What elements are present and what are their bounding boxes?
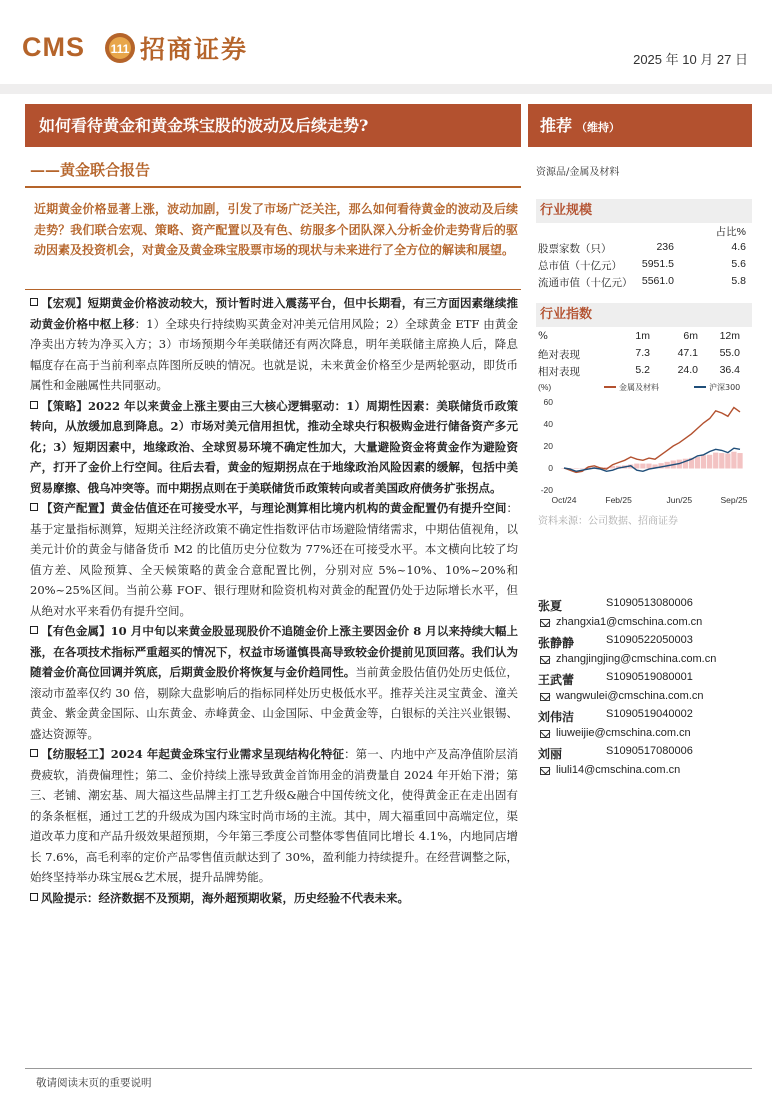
company-logo	[22, 28, 267, 68]
row-share: 5.6	[731, 258, 746, 270]
x-tick-label: Jun/25	[666, 495, 693, 505]
analyst-email-row	[538, 653, 752, 672]
logo-cms-text: CMS	[22, 32, 85, 62]
analyst-email-row	[538, 616, 752, 635]
bullet-bold: 风险提示：经济数据不及预期，海外超预期收紧，历史经验不代表未来。	[41, 890, 409, 905]
y-axis-label: (%)	[538, 382, 552, 392]
index-header: %	[538, 330, 548, 342]
report-date: 2025 年 10 月 27 日	[633, 52, 748, 67]
bullet-strategy	[30, 396, 518, 499]
analyst-name: 张夏	[538, 599, 563, 613]
analyst-name: 刘丽	[538, 747, 563, 761]
relative-bar	[646, 464, 651, 469]
mail-icon	[540, 730, 550, 738]
row-value: 7.3	[635, 347, 650, 359]
y-tick-label: 60	[543, 397, 553, 407]
share-header: 占比%	[715, 226, 746, 238]
row-value: 5.2	[635, 364, 650, 376]
relative-bar	[707, 455, 712, 469]
logo-cn-text: 招商证券	[140, 35, 249, 64]
analyst-row	[538, 708, 752, 727]
mail-icon	[540, 656, 550, 664]
relative-bar	[719, 453, 724, 468]
row-label: 股票家数（只）	[538, 243, 612, 255]
mail-icon	[540, 619, 550, 627]
relative-bar	[701, 455, 706, 468]
industry-index-chart	[536, 380, 752, 508]
rating-label: 推荐	[540, 116, 573, 135]
bullet-text: ：1）全球央行持续购买黄金对冲美元信用风险；2）全球黄金 ETF 由黄金净卖出方转为净买入方；3）市场预期今年美联储还有两次降息，明年美联储主席换人后，降息幅度存在高于当前利率点阵图所反映的情况。也就是说，未来黄金价格至少是两轮驱动，即货币属性和金融属性共同驱动。	[30, 316, 518, 392]
y-tick-label: -20	[540, 485, 553, 495]
index-header: 1m	[635, 330, 650, 342]
checkbox-square-icon	[30, 749, 38, 757]
industry-scale-heading: 行业规模	[536, 199, 752, 223]
analyst-cert: S1090517080006	[606, 745, 693, 757]
scale-header-row	[538, 224, 752, 241]
analyst-email[interactable]: liuweijie@cmschina.com.cn	[556, 726, 691, 739]
y-tick-label: 0	[548, 463, 553, 473]
relative-bar	[634, 464, 639, 469]
analyst-email-row	[538, 727, 752, 746]
analyst-cert: S1090519040002	[606, 708, 693, 720]
report-title: 如何看待黄金和黄金珠宝股的波动及后续走势?	[25, 104, 521, 147]
row-value: 24.0	[677, 364, 698, 376]
industry-index-heading: 行业指数	[536, 303, 752, 327]
analyst-list	[538, 597, 752, 782]
checkbox-square-icon	[30, 401, 38, 409]
index-header: 6m	[683, 330, 698, 342]
row-label: 总市值（十亿元）	[538, 260, 622, 272]
relative-bar	[713, 453, 718, 469]
footer-divider	[25, 1068, 752, 1069]
relative-bar	[737, 453, 742, 468]
relative-bar	[725, 453, 730, 468]
checkbox-square-icon	[30, 298, 38, 306]
row-value: 5561.0	[641, 275, 674, 287]
row-value: 5951.5	[641, 258, 674, 270]
relative-bar	[640, 464, 645, 469]
bullet-macro	[30, 293, 518, 396]
mail-icon	[540, 693, 550, 701]
checkbox-square-icon	[30, 893, 38, 901]
analyst-cert: S1090519080001	[606, 671, 693, 683]
data-source: 资料来源：公司数据、招商证券	[538, 516, 678, 527]
x-tick-label: Oct/24	[551, 495, 577, 505]
logo-badge-text: 111	[110, 42, 130, 56]
bullet-risk	[30, 888, 518, 909]
row-label: 流通市值（十亿元）	[538, 277, 633, 289]
bullet-list	[30, 293, 518, 908]
analyst-email[interactable]: zhangjingjing@cmschina.com.cn	[556, 652, 717, 665]
checkbox-square-icon	[30, 626, 38, 634]
relative-bar	[695, 457, 700, 469]
analyst-name: 刘伟洁	[538, 710, 575, 724]
index-header-row	[538, 330, 752, 347]
analyst-row	[538, 634, 752, 653]
scale-row	[538, 241, 752, 258]
bullet-asset-allocation	[30, 498, 518, 621]
scale-row	[538, 258, 752, 275]
analyst-cert: S1090513080006	[606, 597, 693, 609]
row-value: 55.0	[719, 347, 740, 359]
analyst-row	[538, 597, 752, 616]
row-value: 36.4	[719, 364, 740, 376]
legend-label: 金属及材料	[619, 383, 659, 392]
bullet-bold: 【资产配置】黄金估值还在可接受水平，与理论测算相比境内机构的黄金配置仍有提升空间	[41, 501, 507, 515]
bullet-bold: 【有色金属】10 月中旬以来黄金股显现股价不追随金价上涨主要因金价 8 月以来持续大幅上涨，在各项技术指标严重超买的情况下，权益市场谨慎畏高导致较金价提前见顶回落。我们认为随着金价高位回调并筑底，后期黄金股价将恢复与金价趋同性。	[30, 624, 518, 679]
bullet-text: ：基于定量指标测算，短期关注经济政策不确定性指数评估市场避险情绪需求，中期估值视角，以美元计价的黄金与储备货币 M2 的比值历史分位数为 77%还在可接受水平。本文横向比较了均值方差、风险预算、全天候策略的黄金合意配置比例，分别对应 5%~10%、10%~20%和 20%~25%区间。当前公募 FOF、银行理财和险资机构对黄金的配置仍处于边际增长水平，但从绝对水平来看仍有提升空间。	[30, 501, 518, 618]
analyst-row	[538, 745, 752, 764]
divider	[25, 289, 521, 290]
relative-bar	[573, 468, 578, 469]
rating-banner	[528, 104, 752, 147]
row-label: 绝对表现	[538, 349, 580, 361]
row-label: 相对表现	[538, 366, 580, 378]
y-tick-label: 40	[543, 419, 553, 429]
relative-bar	[580, 468, 585, 469]
legend-label: 沪深300	[709, 383, 741, 392]
analyst-row	[538, 671, 752, 690]
divider	[25, 186, 521, 188]
index-row	[538, 347, 752, 364]
analyst-email[interactable]: liuli14@cmschina.com.cn	[556, 763, 681, 776]
logo-badge-icon	[104, 32, 136, 64]
bullet-bold: 【纺服轻工】2024 年起黄金珠宝行业需求呈现结构化特征	[41, 747, 345, 761]
bullet-nonferrous	[30, 621, 518, 744]
index-row	[538, 364, 752, 381]
analyst-name: 张静静	[538, 636, 575, 650]
footer-note: 敬请阅读末页的重要说明	[36, 1077, 152, 1089]
analyst-email[interactable]: zhangxia1@cmschina.com.cn	[556, 615, 703, 628]
bullet-text: 当前黄金股估值仍处历史低位，滚动市盈率仅约 30 倍，剔除大盘影响后的指标同样处历史极低水平。推荐关注灵宝黄金、潼关黄金、紫金黄金国际、山东黄金、赤峰黄金、山金国际、中金黄金等，白银标的关注兴业银锡、盛达资源等。	[30, 665, 519, 741]
analyst-email-row	[538, 690, 752, 709]
rating-sub: （维持）	[576, 121, 621, 134]
row-share: 5.8	[731, 275, 746, 287]
row-share: 4.6	[731, 241, 746, 253]
mail-icon	[540, 767, 550, 775]
relative-area-bars	[561, 452, 742, 469]
checkbox-square-icon	[30, 503, 38, 511]
summary-paragraph: 近期黄金价格显著上涨，波动加剧，引发了市场广泛关注，那么如何看待黄金的波动及后续走势？我们联合宏观、策略、资产配置以及有色、纺服多个团队深入分析金价走势背后的驱动因素及投资机会，对黄金及黄金珠宝股票市场的现状与未来进行了全方位的解读和展望。	[34, 202, 518, 258]
bullet-bold: 【宏观】短期黄金价格波动较大，预计暂时进入震荡平台，但中长期看，有三方面因素继续推动黄金价格中枢上移	[30, 296, 518, 331]
header-band	[0, 84, 772, 94]
scale-row	[538, 275, 752, 292]
x-tick-label: Sep/25	[720, 495, 748, 505]
index-header: 12m	[719, 330, 740, 342]
row-value: 47.1	[677, 347, 698, 359]
analyst-email[interactable]: wangwulei@cmschina.com.cn	[556, 689, 704, 702]
bullet-bold: 【策略】2022 年以来黄金上涨主要由三大核心逻辑驱动：1）周期性因素：美联储货币政策转向，从放缓加息到降息。2）市场对美元信用担忧，推动全球央行积极购金进行储备资产多元化；3）短期因素中，地缘政治、全球贸易环境不确定性加大，大量避险资金将黄金作为避险资产，打开了金价上行空间。往后去看，黄金的短期拐点在于地缘政治风险因素的缓解，包括中美贸易摩擦、俄乌冲突等。而中期拐点则在于美联储货币政策转向或者美国政府债务扩张拐点。	[30, 398, 518, 495]
bullet-text: ：第一、内地中产及高净值阶层消费疲软，消费偏理性；第二、金价持续上涨导致黄金首饰用金的消费量自 2024 年开始下滑；第三、老铺、潮宏基、周大福这些品牌主打工艺升级&融合中国传统文化，使得黄金正在走出固有的条条框框，通过工艺的升级成为国内珠宝时尚市场的主流。其中，周大福重回中高端定位，渠道改革力度和产品升级效果超预期，今年第三季度公司整体零售值同比增长 4.1%，内地同店增长 7.6%，高毛利率的定价产品零售值贡献达到了 30%，盈利能力持续提升。在经营调整之际，始终坚持举办珠宝展&艺术展，提升品牌势能。	[30, 747, 518, 884]
x-tick-label: Feb/25	[605, 495, 632, 505]
analyst-email-row	[538, 764, 752, 783]
analyst-name: 王武蕾	[538, 673, 575, 687]
y-tick-label: 20	[543, 441, 553, 451]
analyst-cert: S1090522050003	[606, 634, 693, 646]
report-subtitle: ——黄金联合报告	[30, 161, 151, 179]
relative-bar	[731, 452, 736, 469]
bullet-textile	[30, 744, 518, 888]
sector-label: 资源品/金属及材料	[536, 167, 620, 178]
row-value: 236	[656, 241, 674, 253]
